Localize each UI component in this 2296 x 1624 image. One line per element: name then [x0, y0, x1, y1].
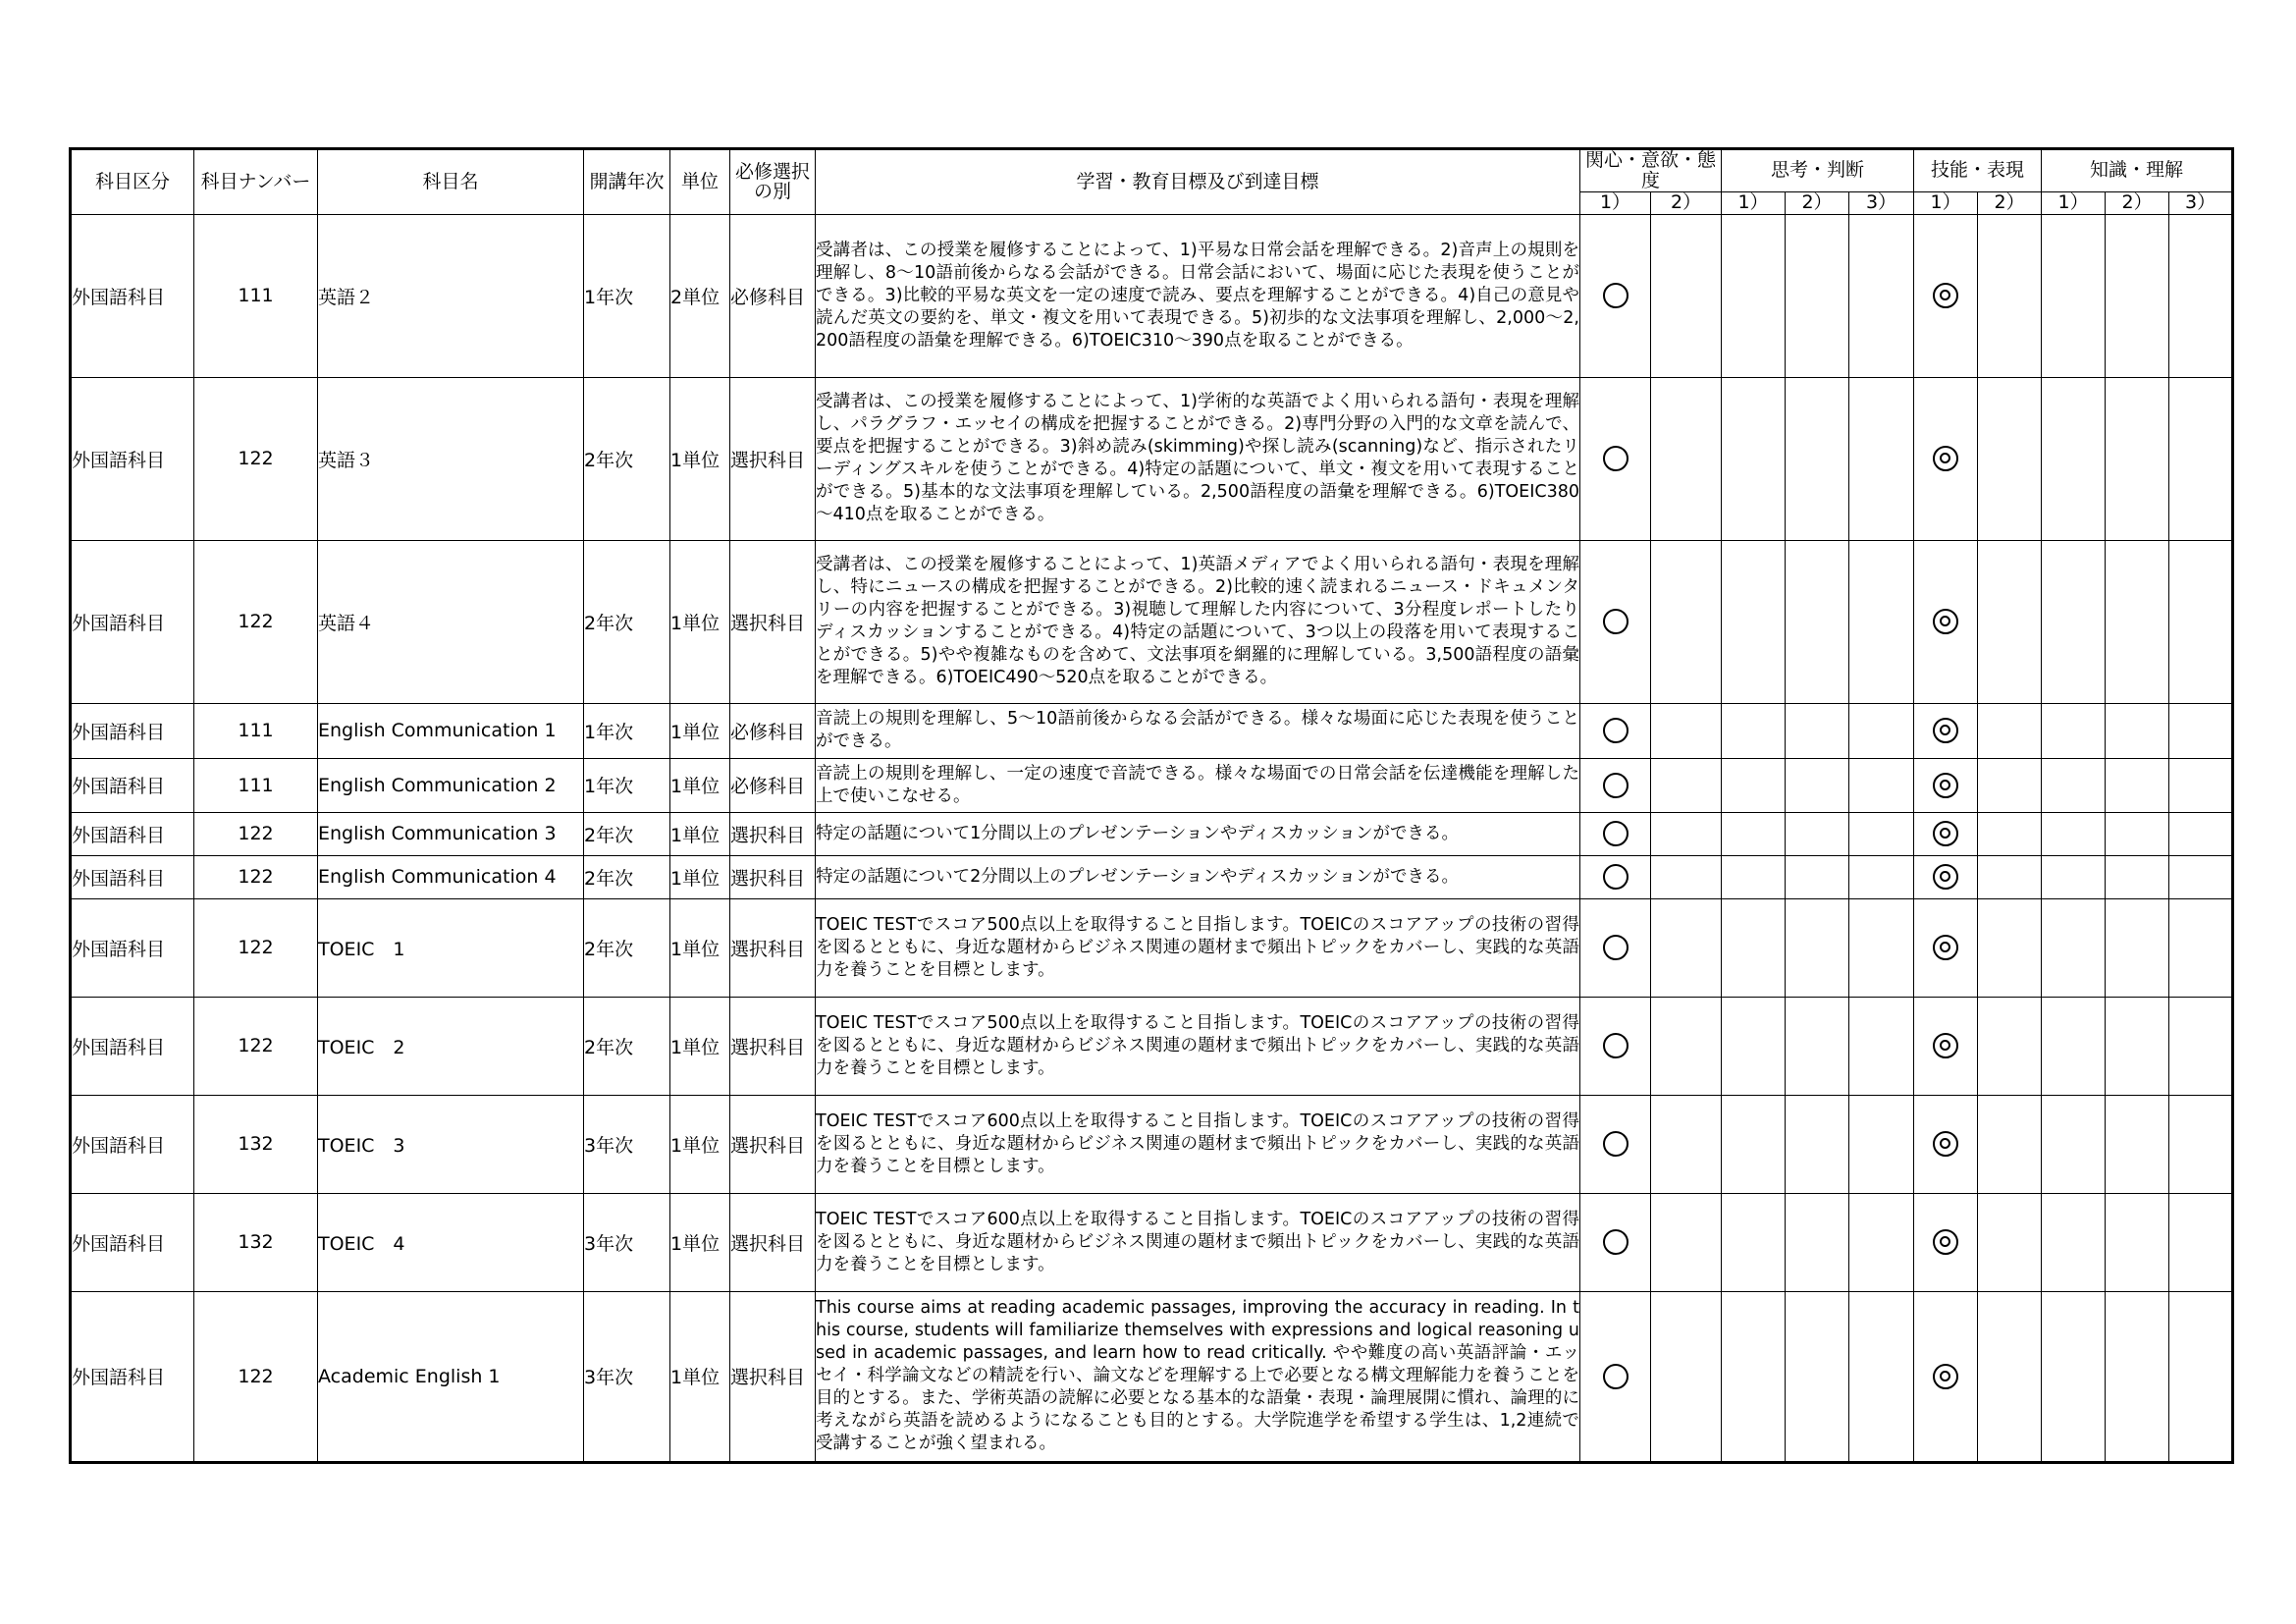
table-row — [71, 997, 2233, 1095]
evaluation-cell-skill1 — [1914, 540, 1978, 703]
evaluation-cell-thinking1 — [1722, 377, 1786, 540]
evaluation-cell-interest2 — [1651, 377, 1722, 540]
course-goal: TOEIC TESTでスコア500点以上を取得すること目指します。TOEICのスコアアップの技術の習得を図るとともに、身近な題材からビジネス関連の題材まで頻出トピックをカバーし、実践的な英語力を養うことを目標とします。 — [816, 997, 1580, 1095]
circle-mark-icon — [1603, 1229, 1629, 1255]
evaluation-cell-thinking3 — [1849, 1095, 1914, 1193]
course-goal: 受講者は、この授業を履修することによって、1)学術的な英語でよく用いられる語句・表現を理解し、パラグラフ・エッセイの構成を把握することができる。2)専門分野の入門的な文章を読んで、要点を把握することができる。3)斜め読み(skimming)や探し読み(scanning)など、指示されたリーディングスキルを使うことができる。4)特定の話題について、単文・複文を用いて表現することができる。5)基本的な文法事項を理解している。2,500語程度の語彙を理解できる。6)TOEIC380～410点を取ることができる。 — [816, 377, 1580, 540]
evaluation-cell-knowledge2 — [2106, 812, 2169, 855]
course-number: 132 — [194, 1095, 318, 1193]
course-name: English Communication 3 — [318, 812, 584, 855]
evaluation-cell-knowledge3 — [2169, 1291, 2233, 1462]
evaluation-cell-knowledge1 — [2042, 812, 2106, 855]
evaluation-cell-knowledge1 — [2042, 1095, 2106, 1193]
evaluation-cell-knowledge2 — [2106, 703, 2169, 758]
course-number: 122 — [194, 812, 318, 855]
course-unit: 1単位 — [670, 898, 730, 997]
course-number: 122 — [194, 377, 318, 540]
course-name: English Communication 1 — [318, 703, 584, 758]
double-circle-mark-icon — [1933, 864, 1958, 890]
evaluation-cell-skill1 — [1914, 703, 1978, 758]
course-unit: 2単位 — [670, 214, 730, 377]
evaluation-cell-thinking2 — [1786, 812, 1849, 855]
evaluation-cell-interest1 — [1580, 377, 1651, 540]
course-number: 132 — [194, 1193, 318, 1291]
course-required: 必修科目 — [730, 214, 816, 377]
course-unit: 1単位 — [670, 377, 730, 540]
table-row — [71, 855, 2233, 898]
evaluation-cell-knowledge1 — [2042, 758, 2106, 812]
evaluation-cell-thinking3 — [1849, 758, 1914, 812]
circle-mark-icon — [1603, 1033, 1629, 1058]
course-year: 2年次 — [584, 898, 670, 997]
course-number: 111 — [194, 758, 318, 812]
evaluation-cell-knowledge2 — [2106, 1291, 2169, 1462]
evaluation-cell-thinking1 — [1722, 1291, 1786, 1462]
double-circle-mark-icon — [1933, 1364, 1958, 1389]
course-goal: This course aims at reading academic passages, improving the accuracy in reading. In this course, students will familiarize themselves with expressions and logical reasoning used in academic passages, and learn how to read critically. やや難度の高い英語評論・エッセイ・科学論文などの精読を行い、論文などを理解する上で必要となる構文理解能力を養うことを目的とする。また、学術英語の読解に必要となる基本的な語彙・表現・論理展開に慣れ、論理的に考えながら英語を読めるようになることも目的とする。大学院進学を希望する学生は、1,2連続で受講することが強く望まれる。 — [816, 1291, 1580, 1462]
table-row — [71, 812, 2233, 855]
evaluation-cell-skill1 — [1914, 214, 1978, 377]
evaluation-cell-thinking3 — [1849, 1193, 1914, 1291]
circle-mark-icon — [1603, 1364, 1629, 1389]
evaluation-cell-thinking3 — [1849, 1291, 1914, 1462]
evaluation-cell-interest2 — [1651, 1291, 1722, 1462]
evaluation-cell-thinking1 — [1722, 540, 1786, 703]
evaluation-cell-skill2 — [1978, 377, 2042, 540]
evaluation-cell-thinking1 — [1722, 812, 1786, 855]
evaluation-cell-knowledge2 — [2106, 997, 2169, 1095]
course-year: 3年次 — [584, 1193, 670, 1291]
evaluation-cell-knowledge2 — [2106, 1193, 2169, 1291]
evaluation-cell-interest2 — [1651, 758, 1722, 812]
header-required: 必修選択の別 — [730, 149, 816, 215]
evaluation-cell-interest1 — [1580, 1095, 1651, 1193]
double-circle-mark-icon — [1933, 1033, 1958, 1058]
evaluation-cell-skill2 — [1978, 758, 2042, 812]
course-name: 英語４ — [318, 540, 584, 703]
circle-mark-icon — [1603, 446, 1629, 471]
evaluation-cell-skill1 — [1914, 1193, 1978, 1291]
evaluation-cell-knowledge1 — [2042, 997, 2106, 1095]
evaluation-cell-interest1 — [1580, 898, 1651, 997]
course-year: 3年次 — [584, 1095, 670, 1193]
course-name: TOEIC 3 — [318, 1095, 584, 1193]
evaluation-cell-interest1 — [1580, 1193, 1651, 1291]
evaluation-cell-skill2 — [1978, 1095, 2042, 1193]
evaluation-cell-interest2 — [1651, 540, 1722, 703]
evaluation-cell-knowledge2 — [2106, 758, 2169, 812]
course-number: 122 — [194, 1291, 318, 1462]
evaluation-cell-knowledge1 — [2042, 703, 2106, 758]
evaluation-cell-knowledge1 — [2042, 1193, 2106, 1291]
evaluation-cell-skill2 — [1978, 703, 2042, 758]
evaluation-cell-thinking2 — [1786, 1095, 1849, 1193]
course-required: 選択科目 — [730, 855, 816, 898]
evaluation-cell-thinking2 — [1786, 855, 1849, 898]
evaluation-cell-knowledge3 — [2169, 540, 2233, 703]
subheader-skill-2: 2） — [1978, 191, 2042, 214]
circle-mark-icon — [1603, 609, 1629, 634]
course-unit: 1単位 — [670, 812, 730, 855]
table-body — [71, 214, 2233, 1462]
course-number: 122 — [194, 997, 318, 1095]
evaluation-cell-skill2 — [1978, 997, 2042, 1095]
course-goal: TOEIC TESTでスコア600点以上を取得すること目指します。TOEICのスコアアップの技術の習得を図るとともに、身近な題材からビジネス関連の題材まで頻出トピックをカバーし、実践的な英語力を養うことを目標とします。 — [816, 1193, 1580, 1291]
course-required: 必修科目 — [730, 703, 816, 758]
table-row — [71, 377, 2233, 540]
table-row — [71, 703, 2233, 758]
course-name: English Communication 4 — [318, 855, 584, 898]
header-name: 科目名 — [318, 149, 584, 215]
course-goal: 受講者は、この授業を履修することによって、1)平易な日常会話を理解できる。2)音声上の規則を理解し、8～10語前後からなる会話ができる。日常会話において、場面に応じた表現を使うことができる。3)比較的平易な英文を一定の速度で読み、要点を理解することができる。4)自己の意見や読んだ英文の要約を、単文・複文を用いて表現できる。5)初歩的な文法事項を理解し、2,000～2,200語程度の語彙を理解できる。6)TOEIC310～390点を取ることができる。 — [816, 214, 1580, 377]
evaluation-cell-thinking2 — [1786, 214, 1849, 377]
course-year: 1年次 — [584, 758, 670, 812]
evaluation-cell-skill2 — [1978, 1291, 2042, 1462]
table-row — [71, 1095, 2233, 1193]
course-year: 2年次 — [584, 377, 670, 540]
evaluation-cell-interest1 — [1580, 214, 1651, 377]
header-year: 開講年次 — [584, 149, 670, 215]
evaluation-cell-interest2 — [1651, 898, 1722, 997]
evaluation-cell-thinking2 — [1786, 997, 1849, 1095]
double-circle-mark-icon — [1933, 446, 1958, 471]
evaluation-cell-knowledge3 — [2169, 703, 2233, 758]
circle-mark-icon — [1603, 935, 1629, 960]
evaluation-cell-thinking3 — [1849, 812, 1914, 855]
course-unit: 1単位 — [670, 703, 730, 758]
evaluation-cell-knowledge3 — [2169, 1193, 2233, 1291]
course-unit: 1単位 — [670, 1095, 730, 1193]
circle-mark-icon — [1603, 864, 1629, 890]
course-goal: 音読上の規則を理解し、5～10語前後からなる会話ができる。様々な場面に応じた表現を使うことができる。 — [816, 703, 1580, 758]
header-category: 科目区分 — [71, 149, 194, 215]
evaluation-cell-interest1 — [1580, 1291, 1651, 1462]
course-number: 122 — [194, 540, 318, 703]
course-category: 外国語科目 — [71, 898, 194, 997]
circle-mark-icon — [1603, 1131, 1629, 1157]
double-circle-mark-icon — [1933, 935, 1958, 960]
course-goal: TOEIC TESTでスコア500点以上を取得すること目指します。TOEICのスコアアップの技術の習得を図るとともに、身近な題材からビジネス関連の題材まで頻出トピックをカバーし、実践的な英語力を養うことを目標とします。 — [816, 898, 1580, 997]
evaluation-cell-knowledge1 — [2042, 855, 2106, 898]
course-goal: 音読上の規則を理解し、一定の速度で音読できる。様々な場面での日常会話を伝達機能を理解した上で使いこなせる。 — [816, 758, 1580, 812]
evaluation-cell-skill2 — [1978, 540, 2042, 703]
evaluation-cell-interest2 — [1651, 855, 1722, 898]
evaluation-cell-knowledge1 — [2042, 377, 2106, 540]
evaluation-cell-knowledge3 — [2169, 214, 2233, 377]
course-required: 選択科目 — [730, 898, 816, 997]
evaluation-cell-knowledge2 — [2106, 377, 2169, 540]
course-goal: 受講者は、この授業を履修することによって、1)英語メディアでよく用いられる語句・表現を理解し、特にニュースの構成を把握することができる。2)比較的速く読まれるニュース・ドキュメンタリーの内容を把握することができる。3)視聴して理解した内容について、3分程度レポートしたりディスカッションすることができる。4)特定の話題について、3つ以上の段落を用いて表現することができる。5)やや複雑なものを含めて、文法事項を網羅的に理解している。3,500語程度の語彙を理解できる。6)TOEIC490～520点を取ることができる。 — [816, 540, 1580, 703]
course-year: 3年次 — [584, 1291, 670, 1462]
course-name: 英語２ — [318, 214, 584, 377]
header-group-thinking: 思考・判断 — [1722, 149, 1914, 192]
double-circle-mark-icon — [1933, 718, 1958, 743]
course-unit: 1単位 — [670, 997, 730, 1095]
course-required: 選択科目 — [730, 812, 816, 855]
double-circle-mark-icon — [1933, 821, 1958, 846]
subheader-interest-1: 1） — [1580, 191, 1651, 214]
course-required: 選択科目 — [730, 997, 816, 1095]
evaluation-cell-thinking3 — [1849, 898, 1914, 997]
evaluation-cell-thinking1 — [1722, 855, 1786, 898]
evaluation-cell-knowledge3 — [2169, 1095, 2233, 1193]
evaluation-cell-thinking3 — [1849, 377, 1914, 540]
table-row — [71, 898, 2233, 997]
course-category: 外国語科目 — [71, 1291, 194, 1462]
course-year: 2年次 — [584, 540, 670, 703]
course-year: 1年次 — [584, 703, 670, 758]
double-circle-mark-icon — [1933, 1131, 1958, 1157]
evaluation-cell-interest2 — [1651, 214, 1722, 377]
evaluation-cell-thinking2 — [1786, 703, 1849, 758]
circle-mark-icon — [1603, 283, 1629, 308]
evaluation-cell-thinking1 — [1722, 1095, 1786, 1193]
subheader-skill-1: 1） — [1914, 191, 1978, 214]
evaluation-cell-knowledge2 — [2106, 898, 2169, 997]
course-goal: 特定の話題について1分間以上のプレゼンテーションやディスカッションができる。 — [816, 812, 1580, 855]
evaluation-cell-thinking3 — [1849, 540, 1914, 703]
course-required: 必修科目 — [730, 758, 816, 812]
course-year: 2年次 — [584, 812, 670, 855]
course-category: 外国語科目 — [71, 758, 194, 812]
evaluation-cell-thinking1 — [1722, 214, 1786, 377]
evaluation-cell-skill1 — [1914, 1291, 1978, 1462]
curriculum-table — [69, 147, 2234, 1464]
evaluation-cell-interest1 — [1580, 703, 1651, 758]
course-year: 2年次 — [584, 997, 670, 1095]
evaluation-cell-thinking1 — [1722, 703, 1786, 758]
evaluation-cell-thinking3 — [1849, 214, 1914, 377]
evaluation-cell-knowledge2 — [2106, 214, 2169, 377]
course-required: 選択科目 — [730, 1291, 816, 1462]
evaluation-cell-skill2 — [1978, 855, 2042, 898]
evaluation-cell-thinking2 — [1786, 758, 1849, 812]
header-group-skill: 技能・表現 — [1914, 149, 2042, 192]
subheader-knowledge-1: 1） — [2042, 191, 2106, 214]
evaluation-cell-skill2 — [1978, 812, 2042, 855]
circle-mark-icon — [1603, 773, 1629, 798]
evaluation-cell-interest1 — [1580, 812, 1651, 855]
course-name: TOEIC 1 — [318, 898, 584, 997]
evaluation-cell-interest2 — [1651, 1095, 1722, 1193]
evaluation-cell-skill1 — [1914, 1095, 1978, 1193]
evaluation-cell-interest2 — [1651, 812, 1722, 855]
course-category: 外国語科目 — [71, 703, 194, 758]
evaluation-cell-knowledge3 — [2169, 377, 2233, 540]
evaluation-cell-interest1 — [1580, 758, 1651, 812]
course-unit: 1単位 — [670, 855, 730, 898]
course-name: TOEIC 4 — [318, 1193, 584, 1291]
course-number: 111 — [194, 214, 318, 377]
evaluation-cell-knowledge1 — [2042, 540, 2106, 703]
header-group-knowledge: 知識・理解 — [2042, 149, 2233, 192]
course-unit: 1単位 — [670, 758, 730, 812]
subheader-knowledge-3: 3） — [2169, 191, 2233, 214]
evaluation-cell-knowledge3 — [2169, 855, 2233, 898]
evaluation-cell-thinking2 — [1786, 1291, 1849, 1462]
subheader-thinking-3: 3） — [1849, 191, 1914, 214]
double-circle-mark-icon — [1933, 1229, 1958, 1255]
course-unit: 1単位 — [670, 1291, 730, 1462]
evaluation-cell-thinking2 — [1786, 377, 1849, 540]
evaluation-cell-thinking3 — [1849, 997, 1914, 1095]
evaluation-cell-knowledge1 — [2042, 214, 2106, 377]
course-category: 外国語科目 — [71, 377, 194, 540]
table-row — [71, 1193, 2233, 1291]
evaluation-cell-interest1 — [1580, 855, 1651, 898]
evaluation-cell-skill1 — [1914, 758, 1978, 812]
header-goals: 学習・教育目標及び到達目標 — [816, 149, 1580, 215]
course-required: 選択科目 — [730, 1193, 816, 1291]
course-name: 英語３ — [318, 377, 584, 540]
evaluation-cell-thinking1 — [1722, 1193, 1786, 1291]
table-row — [71, 1291, 2233, 1462]
course-goal: 特定の話題について2分間以上のプレゼンテーションやディスカッションができる。 — [816, 855, 1580, 898]
course-name: Academic English 1 — [318, 1291, 584, 1462]
evaluation-cell-skill1 — [1914, 997, 1978, 1095]
evaluation-cell-interest2 — [1651, 1193, 1722, 1291]
evaluation-cell-knowledge1 — [2042, 898, 2106, 997]
evaluation-cell-thinking2 — [1786, 1193, 1849, 1291]
evaluation-cell-skill1 — [1914, 855, 1978, 898]
circle-mark-icon — [1603, 718, 1629, 743]
evaluation-cell-thinking3 — [1849, 703, 1914, 758]
course-name: English Communication 2 — [318, 758, 584, 812]
evaluation-cell-skill2 — [1978, 214, 2042, 377]
course-year: 1年次 — [584, 214, 670, 377]
double-circle-mark-icon — [1933, 773, 1958, 798]
evaluation-cell-skill1 — [1914, 812, 1978, 855]
course-goal: TOEIC TESTでスコア600点以上を取得すること目指します。TOEICのスコアアップの技術の習得を図るとともに、身近な題材からビジネス関連の題材まで頻出トピックをカバーし、実践的な英語力を養うことを目標とします。 — [816, 1095, 1580, 1193]
evaluation-cell-thinking1 — [1722, 758, 1786, 812]
course-required: 選択科目 — [730, 377, 816, 540]
course-number: 122 — [194, 855, 318, 898]
evaluation-cell-interest1 — [1580, 540, 1651, 703]
course-category: 外国語科目 — [71, 214, 194, 377]
evaluation-cell-knowledge1 — [2042, 1291, 2106, 1462]
table-row — [71, 758, 2233, 812]
evaluation-cell-skill1 — [1914, 377, 1978, 540]
double-circle-mark-icon — [1933, 283, 1958, 308]
evaluation-cell-skill2 — [1978, 1193, 2042, 1291]
subheader-thinking-2: 2） — [1786, 191, 1849, 214]
subheader-knowledge-2: 2） — [2106, 191, 2169, 214]
evaluation-cell-interest2 — [1651, 997, 1722, 1095]
header-group-interest: 関心・意欲・態度 — [1580, 149, 1722, 192]
course-required: 選択科目 — [730, 540, 816, 703]
evaluation-cell-knowledge3 — [2169, 997, 2233, 1095]
subheader-interest-2: 2） — [1651, 191, 1722, 214]
evaluation-cell-thinking3 — [1849, 855, 1914, 898]
evaluation-cell-knowledge2 — [2106, 1095, 2169, 1193]
course-year: 2年次 — [584, 855, 670, 898]
course-unit: 1単位 — [670, 1193, 730, 1291]
course-category: 外国語科目 — [71, 812, 194, 855]
header-number: 科目ナンバー — [194, 149, 318, 215]
course-name: TOEIC 2 — [318, 997, 584, 1095]
course-unit: 1単位 — [670, 540, 730, 703]
evaluation-cell-thinking2 — [1786, 540, 1849, 703]
evaluation-cell-knowledge3 — [2169, 898, 2233, 997]
evaluation-cell-skill1 — [1914, 898, 1978, 997]
evaluation-cell-interest2 — [1651, 703, 1722, 758]
evaluation-cell-knowledge3 — [2169, 758, 2233, 812]
evaluation-cell-knowledge2 — [2106, 855, 2169, 898]
double-circle-mark-icon — [1933, 609, 1958, 634]
evaluation-cell-knowledge3 — [2169, 812, 2233, 855]
course-required: 選択科目 — [730, 1095, 816, 1193]
evaluation-cell-interest1 — [1580, 997, 1651, 1095]
table-row — [71, 214, 2233, 377]
subheader-thinking-1: 1） — [1722, 191, 1786, 214]
evaluation-cell-thinking1 — [1722, 898, 1786, 997]
evaluation-cell-skill2 — [1978, 898, 2042, 997]
evaluation-cell-thinking1 — [1722, 997, 1786, 1095]
evaluation-cell-knowledge2 — [2106, 540, 2169, 703]
course-number: 122 — [194, 898, 318, 997]
header-unit: 単位 — [670, 149, 730, 215]
evaluation-cell-thinking2 — [1786, 898, 1849, 997]
course-category: 外国語科目 — [71, 997, 194, 1095]
course-category: 外国語科目 — [71, 855, 194, 898]
circle-mark-icon — [1603, 821, 1629, 846]
course-number: 111 — [194, 703, 318, 758]
course-category: 外国語科目 — [71, 1193, 194, 1291]
course-category: 外国語科目 — [71, 540, 194, 703]
course-category: 外国語科目 — [71, 1095, 194, 1193]
table-row — [71, 540, 2233, 703]
